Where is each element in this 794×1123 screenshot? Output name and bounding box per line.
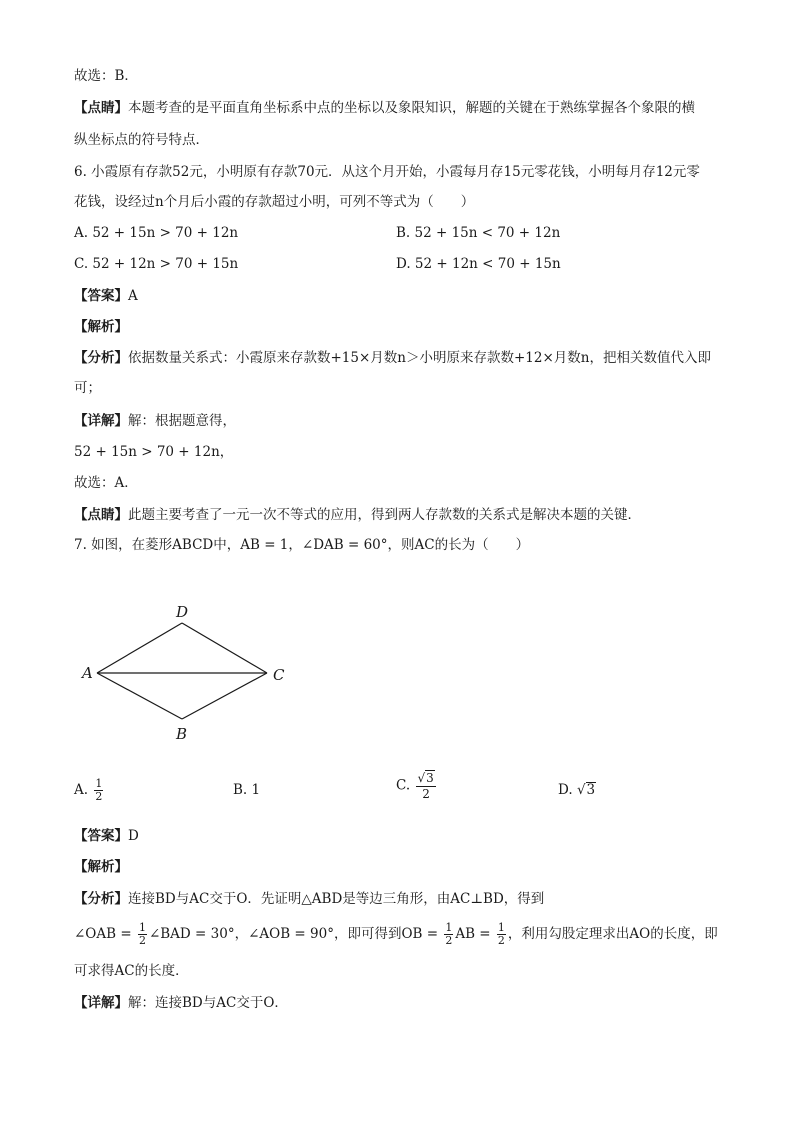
option-label: A.	[74, 782, 89, 798]
q7-option-b: B. 1	[233, 782, 261, 798]
section-tag: 【点睛】	[74, 507, 128, 523]
q7-analysis-math-line	[74, 922, 718, 947]
section-tag: 【答案】	[74, 288, 128, 304]
denominator: 2	[95, 790, 103, 803]
q6-answer	[74, 286, 138, 306]
text-line: 故选：A．	[74, 475, 138, 491]
q7-option-d	[558, 780, 596, 800]
text-line	[74, 98, 695, 118]
edge-ad	[97, 623, 182, 673]
numerator: 1	[497, 921, 505, 934]
section-tag: 【详解】	[74, 995, 128, 1011]
question-6-line-1: 6. 小霞原有存款52元，小明原有存款70元．从这个月开始，小霞每月存15元零花钱，小明每月存12元零	[74, 164, 700, 180]
math-text: ，利用勾股定理求出AO的长度，即	[507, 926, 718, 942]
paragraph-text: 连接BD与AC交于O．先证明△ABD是等边三角形，由AC⊥BD，得到	[128, 891, 545, 907]
section-tag: 【分析】	[74, 891, 128, 907]
q7-analysis-heading: 【解析】	[74, 859, 128, 875]
q7-analysis	[74, 889, 544, 909]
numerator: √3	[417, 771, 434, 785]
fraction	[416, 770, 435, 802]
paragraph-text: 解：连接BD与AC交于O．	[128, 995, 288, 1011]
numerator: 1	[138, 921, 146, 934]
fraction	[444, 922, 453, 947]
option-label: C.	[396, 777, 411, 794]
answer-value: D	[128, 828, 139, 844]
vertex-label-a: A	[82, 664, 93, 682]
denominator: 2	[422, 787, 430, 801]
denominator: 2	[497, 934, 505, 947]
paragraph-text: 依据数量关系式：小霞原来存款数+15×月数n＞小明原来存款数+12×月数n，把相关数值代入即	[128, 350, 711, 366]
q7-detail	[74, 993, 288, 1013]
q6-detail	[74, 411, 236, 431]
section-tag: 【答案】	[74, 828, 128, 844]
vertex-label-b: B	[176, 725, 188, 743]
numerator: 1	[95, 777, 103, 790]
answer-value: A	[128, 288, 138, 304]
text-line: 故选：B．	[74, 68, 138, 84]
fraction	[94, 778, 103, 803]
edge-cb	[182, 673, 267, 719]
question-6-line-2: 花钱，设经过n个月后小霞的存款超过小明，可列不等式为（ ）	[74, 194, 475, 210]
q6-analysis-heading: 【解析】	[74, 319, 128, 335]
section-tag: 【分析】	[74, 350, 128, 366]
q6-option-c: C. 52 + 12n > 70 + 15n	[74, 256, 239, 272]
q6-comment	[74, 505, 641, 525]
numerator: 1	[445, 921, 453, 934]
q6-option-a: A. 52 + 15n > 70 + 12n	[74, 225, 239, 241]
q7-option-a	[74, 778, 105, 803]
paragraph-text: 此题主要考查了一元一次不等式的应用，得到两人存款数的关系式是解决本题的关键．	[128, 507, 641, 523]
denominator: 2	[445, 934, 453, 947]
q6-option-b: B. 52 + 15n < 70 + 12n	[396, 225, 561, 241]
vertex-label-c: C	[273, 666, 285, 684]
section-tag: 【详解】	[74, 413, 128, 429]
sqrt-symbol: √	[576, 782, 586, 798]
section-tag: 【点睛】	[74, 100, 128, 116]
option-label: D.	[558, 782, 573, 798]
question-7-line-1: 7. 如图，在菱形ABCD中，AB = 1，∠DAB = 60°，则AC的长为（ ）	[74, 537, 530, 553]
q7-option-c	[396, 770, 438, 802]
fraction	[497, 922, 506, 947]
math-text: AB =	[455, 926, 491, 942]
radicand: 3	[426, 771, 434, 785]
q6-option-d: D. 52 + 12n < 70 + 15n	[396, 256, 561, 272]
vertex-label-d: D	[176, 603, 189, 621]
q6-equation: 52 + 15n > 70 + 12n，	[74, 444, 234, 460]
fraction	[138, 922, 147, 947]
paragraph-text: 本题考查的是平面直角坐标系中点的坐标以及象限知识，解题的关键在于熟练掌握各个象限的横	[128, 100, 695, 116]
text-line: 纵坐标点的符号特点．	[74, 132, 209, 148]
edge-ba	[97, 673, 182, 719]
paragraph-text: 解：根据题意得，	[128, 413, 236, 429]
q7-answer	[74, 826, 139, 846]
rhombus-figure	[70, 595, 300, 745]
q6-analysis	[74, 348, 711, 368]
text-line: 可求得AC的长度．	[74, 963, 189, 979]
radicand: 3	[586, 782, 596, 798]
denominator: 2	[138, 934, 146, 947]
math-text: ∠OAB =	[74, 926, 132, 942]
text-line: 可；	[74, 380, 101, 396]
edge-dc	[182, 623, 267, 673]
math-text: ∠BAD = 30°，∠AOB = 90°，即可得到OB =	[148, 926, 439, 942]
